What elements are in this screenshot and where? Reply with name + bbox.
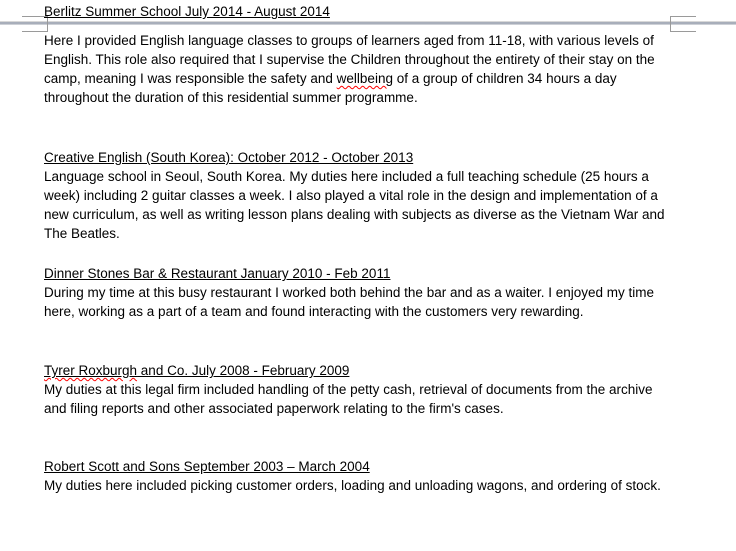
- job-heading-text: Robert Scott and Sons September 2003 – March 2004: [44, 459, 370, 474]
- job-description-text: of a group of children 34 hours a day throughout the duration of this residential summer programme.: [44, 71, 617, 105]
- right-margin-crop-mark: [670, 16, 696, 32]
- job-heading[interactable]: [44, 457, 666, 476]
- job-description[interactable]: [44, 380, 666, 418]
- job-description-text: Here I provided English language classes to groups of learners aged from 11-18, with various levels of English. This role also required that I supervise the Children throughout the entirety of their stay on the camp, meaning I was responsible the safety and: [44, 33, 655, 86]
- job-description[interactable]: [44, 167, 666, 243]
- job-description-text: During my time at this busy restaurant I worked both behind the bar and as a waiter. I enjoyed my time here, working as a part of a team and found interacting with the customers very rewarding.: [44, 285, 655, 319]
- job-description-text: My duties here included picking customer orders, loading and unloading wagons, and ordering of stock.: [44, 478, 661, 493]
- job-description[interactable]: [44, 31, 666, 107]
- misspelled-word: wellbeing: [336, 71, 393, 86]
- job-heading-text: and Co. July 2008 - February 2009: [137, 363, 350, 378]
- misspelled-word: Tyrer Roxburgh: [44, 363, 138, 378]
- job-heading-text: Creative English (South Korea): October 2012 - October 2013: [44, 150, 414, 165]
- job-heading[interactable]: [44, 0, 666, 21]
- job-section: [44, 457, 666, 495]
- job-heading[interactable]: [44, 148, 666, 167]
- job-heading[interactable]: [44, 361, 666, 380]
- job-description[interactable]: [44, 476, 666, 495]
- job-heading-text: Berlitz Summer School July 2014 - August 2014: [44, 4, 330, 19]
- job-section: [44, 361, 666, 418]
- job-section: [44, 0, 666, 107]
- job-section: [44, 264, 666, 321]
- job-heading-text: Dinner Stones Bar & Restaurant January 2010 - Feb 2011: [44, 266, 391, 281]
- job-description-text: My duties at this legal firm included handling of the petty cash, retrieval of documents from the archive and filing reports and other associated paperwork relating to the firm's cases.: [44, 382, 653, 416]
- job-description-text: Language school in Seoul, South Korea. My duties here included a full teaching schedule (25 hours a week) including 2 guitar classes a week. I also played a vital role in the design and implementation of a new curriculum, as well as writing lesson plans dealing with subjects as diverse as the Vietnam War and The Beatles.: [44, 169, 665, 241]
- job-description[interactable]: [44, 283, 666, 321]
- job-heading[interactable]: [44, 264, 666, 283]
- job-section: [44, 148, 666, 243]
